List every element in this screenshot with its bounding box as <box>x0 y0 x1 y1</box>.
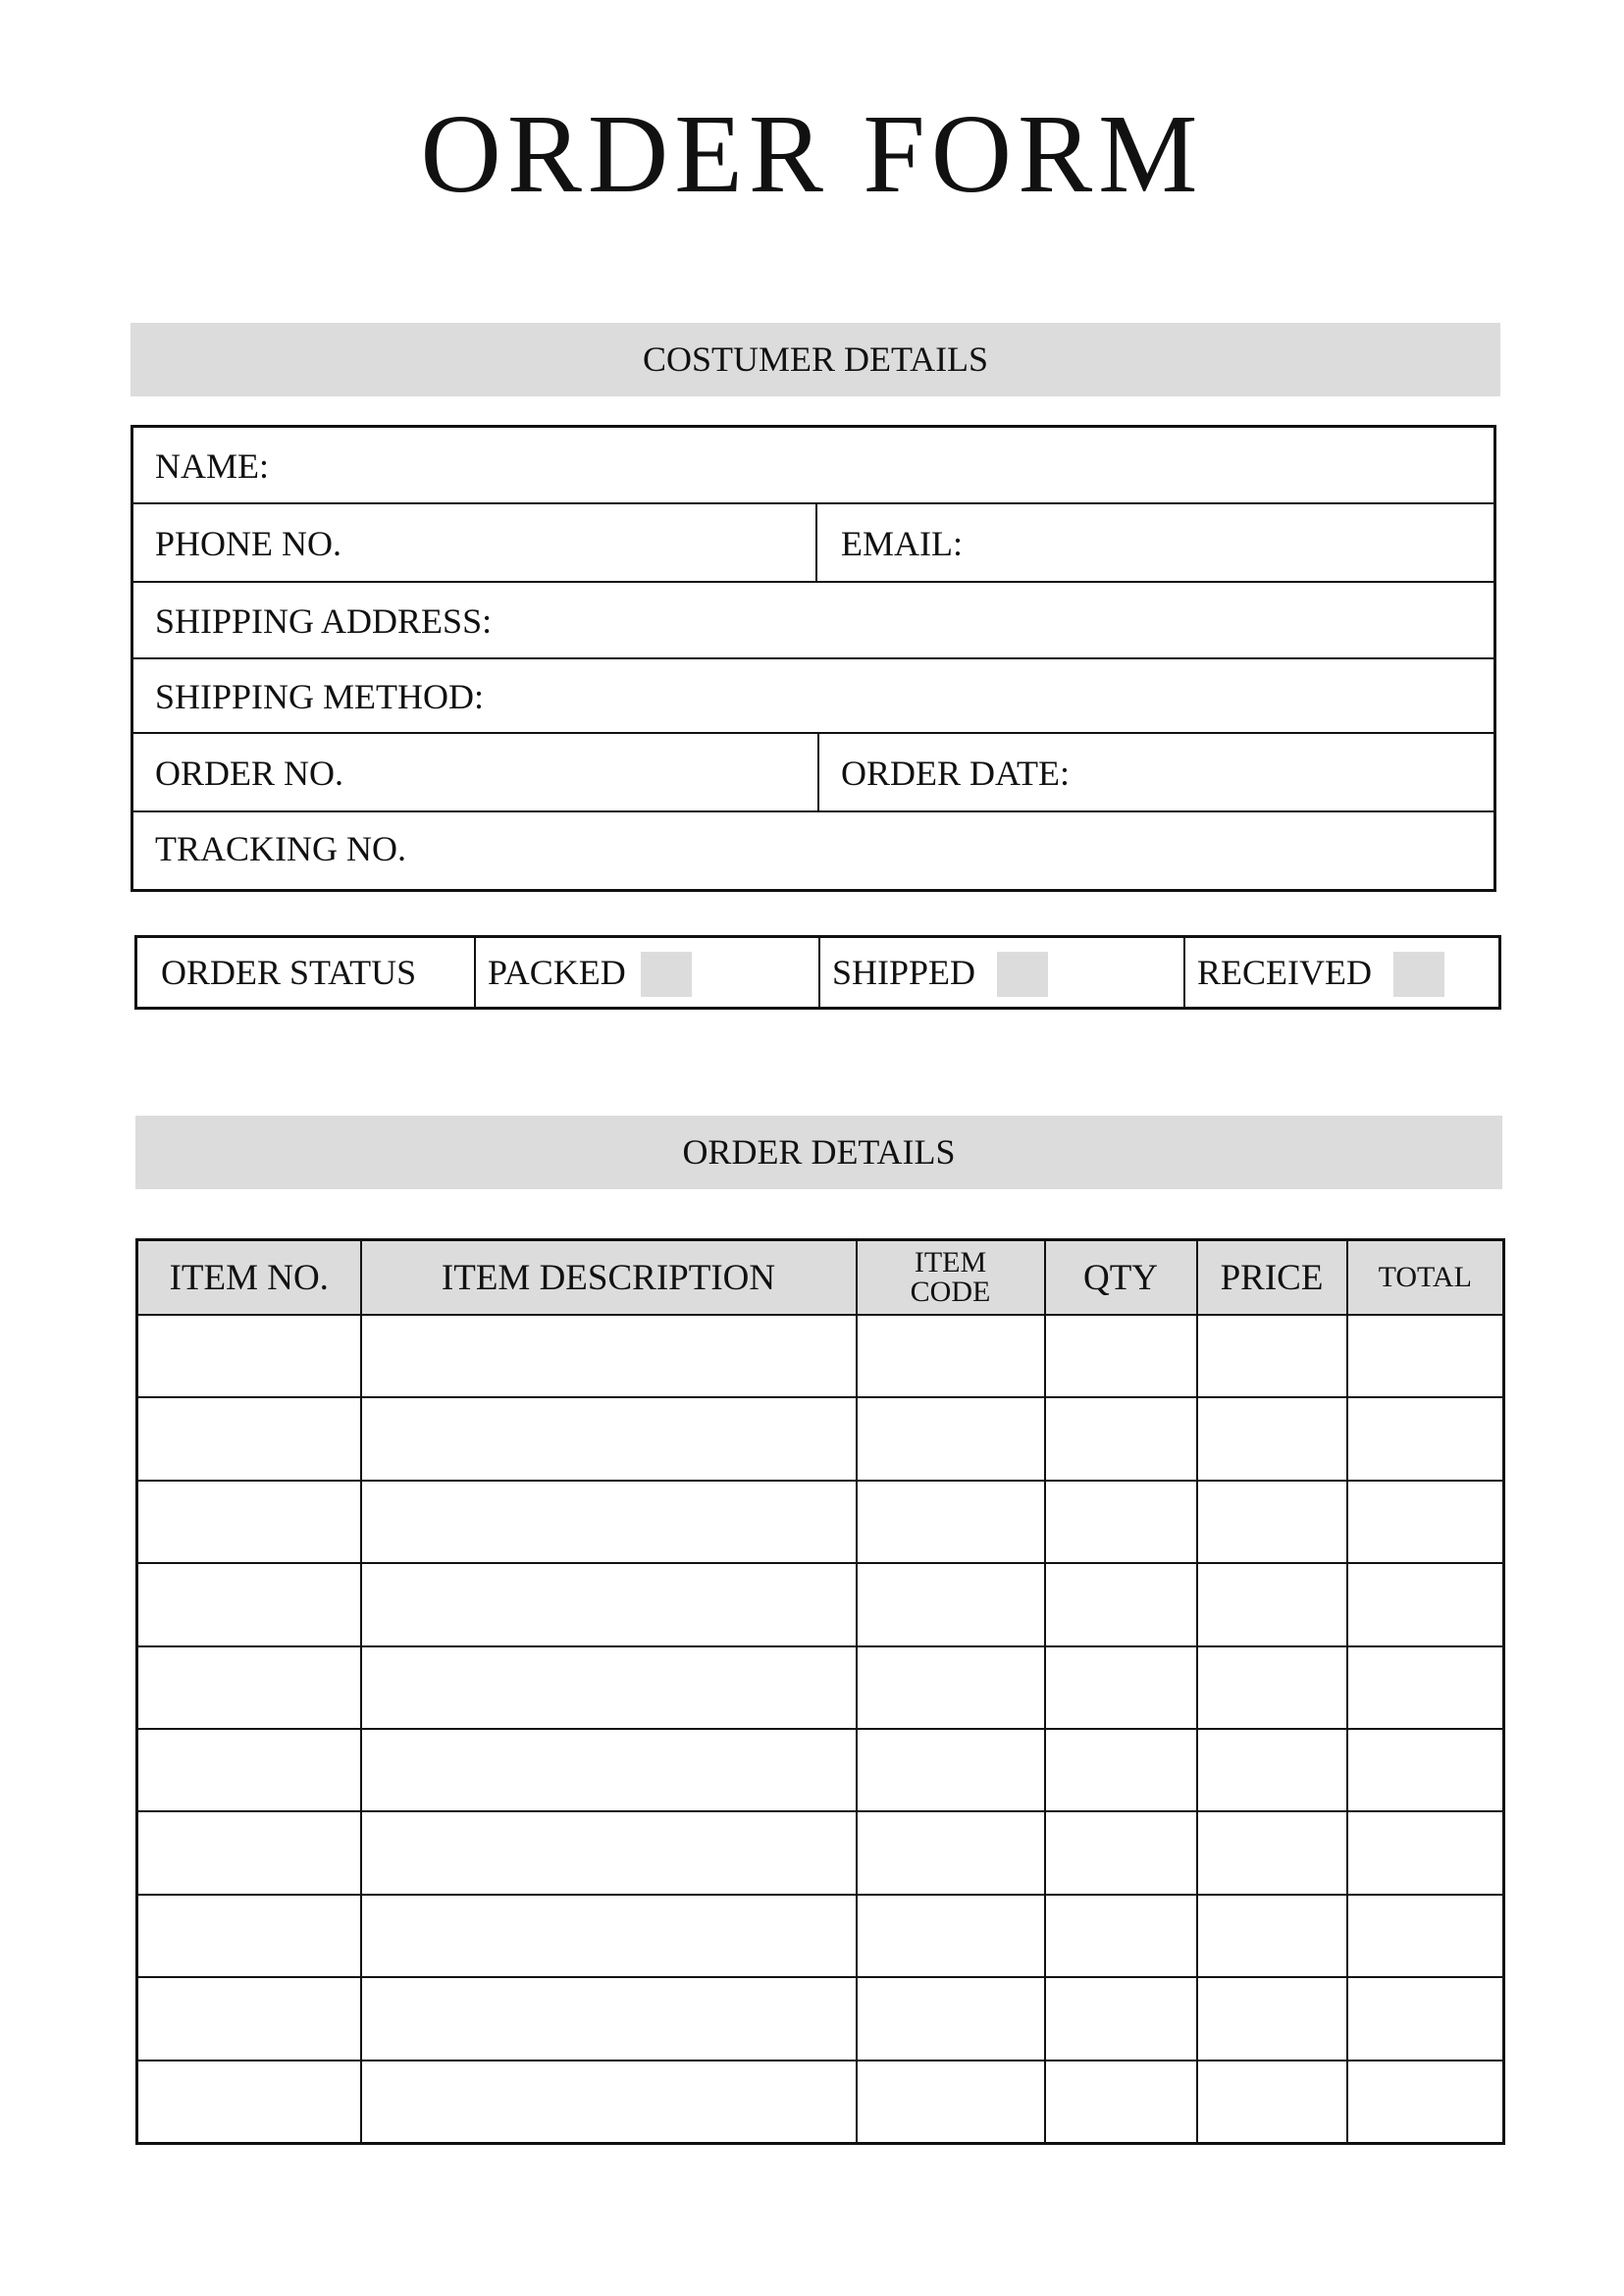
table-cell[interactable] <box>137 1977 361 2060</box>
table-cell[interactable] <box>1197 1646 1347 1729</box>
table-cell[interactable] <box>1347 1563 1504 1645</box>
received-checkbox[interactable] <box>1393 952 1444 997</box>
table-cell[interactable] <box>857 1977 1045 2060</box>
shipped-label: SHIPPED <box>832 953 976 992</box>
order-no-date-row <box>133 734 1493 812</box>
order-status-label: ORDER STATUS <box>161 953 417 992</box>
table-cell[interactable] <box>857 2061 1045 2144</box>
table-cell[interactable] <box>1197 1977 1347 2060</box>
received-cell[interactable] <box>1185 938 1498 1007</box>
table-cell[interactable] <box>137 1481 361 1563</box>
table-cell[interactable] <box>1347 1895 1504 1977</box>
table-cell[interactable] <box>1045 1315 1197 1397</box>
col-qty: QTY <box>1045 1240 1197 1316</box>
order-items-body <box>137 1315 1504 2144</box>
table-cell[interactable] <box>1045 1397 1197 1480</box>
column-divider <box>817 734 819 810</box>
table-cell[interactable] <box>857 1563 1045 1645</box>
table-cell[interactable] <box>1347 1646 1504 1729</box>
table-cell[interactable] <box>1045 2061 1197 2144</box>
table-cell[interactable] <box>857 1729 1045 1811</box>
col-price: PRICE <box>1197 1240 1347 1316</box>
table-cell[interactable] <box>857 1646 1045 1729</box>
table-row <box>137 1977 1504 2060</box>
table-cell[interactable] <box>1347 1977 1504 2060</box>
table-cell[interactable] <box>857 1481 1045 1563</box>
table-cell[interactable] <box>1347 1315 1504 1397</box>
customer-details-box <box>131 425 1496 892</box>
packed-label: PACKED <box>488 953 626 992</box>
table-row <box>137 1563 1504 1645</box>
table-cell[interactable] <box>361 1811 857 1894</box>
col-item-description: ITEM DESCRIPTION <box>361 1240 857 1316</box>
table-cell[interactable] <box>137 1811 361 1894</box>
table-cell[interactable] <box>1045 1811 1197 1894</box>
table-cell[interactable] <box>1347 1397 1504 1480</box>
table-row <box>137 1811 1504 1894</box>
page-title: ORDER FORM <box>420 91 1204 216</box>
table-cell[interactable] <box>1045 1977 1197 2060</box>
order-items-table <box>135 1238 1505 2145</box>
shipping-method-label: SHIPPING METHOD: <box>155 677 485 716</box>
table-cell[interactable] <box>1197 1315 1347 1397</box>
shipping-method-row[interactable] <box>133 659 1493 734</box>
table-cell[interactable] <box>1347 1729 1504 1811</box>
order-date-label: ORDER DATE: <box>841 754 1070 793</box>
phone-label: PHONE NO. <box>155 524 342 563</box>
col-item-code-line1: ITEM <box>914 1246 987 1278</box>
table-cell[interactable] <box>1045 1729 1197 1811</box>
order-status-label-cell <box>137 938 476 1007</box>
customer-details-header: COSTUMER DETAILS <box>131 323 1500 396</box>
table-cell[interactable] <box>1197 1397 1347 1480</box>
table-cell[interactable] <box>1045 1563 1197 1645</box>
table-cell[interactable] <box>857 1315 1045 1397</box>
table-row <box>137 1481 1504 1563</box>
name-row[interactable] <box>133 428 1493 504</box>
table-row <box>137 2061 1504 2144</box>
order-no-label: ORDER NO. <box>155 754 344 793</box>
table-cell[interactable] <box>857 1397 1045 1480</box>
shipped-cell[interactable] <box>820 938 1185 1007</box>
table-cell[interactable] <box>1197 2061 1347 2144</box>
table-cell[interactable] <box>857 1895 1045 1977</box>
table-cell[interactable] <box>1197 1895 1347 1977</box>
order-status-box <box>134 935 1501 1010</box>
table-cell[interactable] <box>361 1315 857 1397</box>
table-row <box>137 1646 1504 1729</box>
received-label: RECEIVED <box>1197 953 1372 992</box>
tracking-no-row[interactable] <box>133 812 1493 889</box>
packed-checkbox[interactable] <box>641 952 692 997</box>
table-cell[interactable] <box>1197 1811 1347 1894</box>
column-divider <box>815 504 817 581</box>
table-row <box>137 1895 1504 1977</box>
table-cell[interactable] <box>1045 1895 1197 1977</box>
col-item-no: ITEM NO. <box>137 1240 361 1316</box>
table-cell[interactable] <box>137 1895 361 1977</box>
table-row <box>137 1397 1504 1480</box>
shipping-address-row[interactable] <box>133 583 1493 659</box>
shipping-address-label: SHIPPING ADDRESS: <box>155 601 493 641</box>
table-header-row <box>137 1240 1504 1316</box>
table-cell[interactable] <box>1347 1811 1504 1894</box>
table-cell[interactable] <box>137 1729 361 1811</box>
table-cell[interactable] <box>137 1563 361 1645</box>
table-row <box>137 1315 1504 1397</box>
table-cell[interactable] <box>857 1811 1045 1894</box>
table-cell[interactable] <box>1197 1563 1347 1645</box>
table-cell[interactable] <box>361 1895 857 1977</box>
table-cell[interactable] <box>361 1563 857 1645</box>
table-cell[interactable] <box>361 2061 857 2144</box>
table-cell[interactable] <box>1045 1646 1197 1729</box>
table-cell[interactable] <box>137 1646 361 1729</box>
table-cell[interactable] <box>361 1481 857 1563</box>
table-cell[interactable] <box>361 1977 857 2060</box>
email-label: EMAIL: <box>841 524 963 563</box>
table-cell[interactable] <box>1197 1481 1347 1563</box>
table-cell[interactable] <box>361 1397 857 1480</box>
name-label: NAME: <box>155 446 269 486</box>
tracking-no-label: TRACKING NO. <box>155 829 406 868</box>
table-cell[interactable] <box>361 1729 857 1811</box>
col-item-code-line2: CODE <box>910 1276 991 1308</box>
table-cell[interactable] <box>361 1646 857 1729</box>
table-cell[interactable] <box>137 1315 361 1397</box>
table-cell[interactable] <box>1347 1481 1504 1563</box>
table-row <box>137 1729 1504 1811</box>
table-cell[interactable] <box>1197 1729 1347 1811</box>
table-cell[interactable] <box>1045 1481 1197 1563</box>
packed-cell[interactable] <box>476 938 820 1007</box>
col-total: TOTAL <box>1347 1240 1504 1316</box>
table-cell[interactable] <box>137 1397 361 1480</box>
phone-email-row <box>133 504 1493 583</box>
col-item-code <box>857 1240 1045 1316</box>
table-cell[interactable] <box>1347 2061 1504 2144</box>
shipped-checkbox[interactable] <box>997 952 1048 997</box>
order-details-header: ORDER DETAILS <box>135 1116 1502 1189</box>
table-cell[interactable] <box>137 2061 361 2144</box>
